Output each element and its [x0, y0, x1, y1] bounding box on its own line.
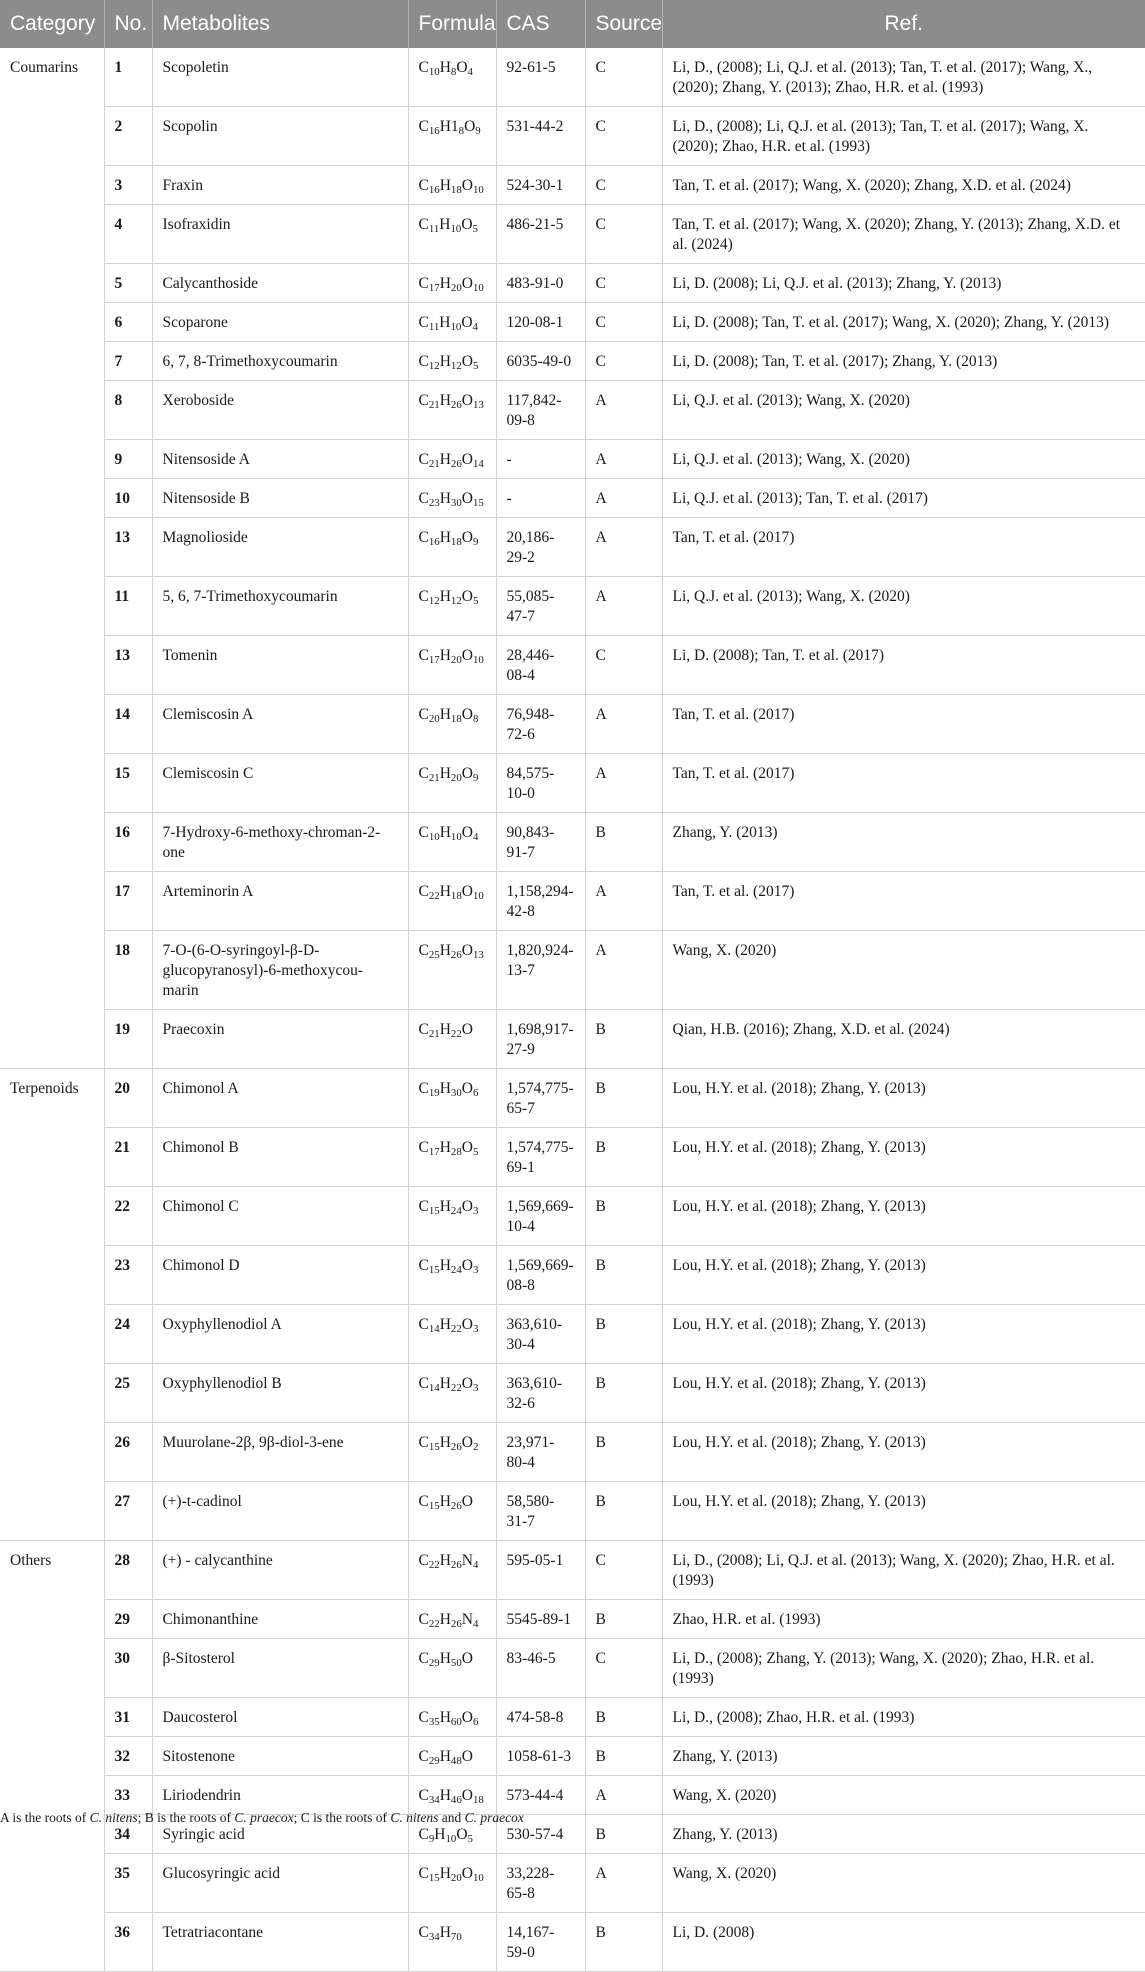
metabolite-name-cell: Arteminorin A — [152, 872, 408, 931]
table-row — [0, 1600, 1145, 1639]
source-cell: A — [585, 381, 662, 440]
reference-cell: Li, D., (2008); Li, Q.J. et al. (2013); Tan, T. et al. (2017); Wang, X. (2020); Zhao, H.R. et al. (1993) — [662, 107, 1145, 166]
category-cell: Coumarins — [0, 48, 104, 107]
source-cell: C — [585, 48, 662, 107]
cas-cell: - — [496, 479, 585, 518]
metabolite-name-cell: 6, 7, 8-Trimethoxycoumarin — [152, 342, 408, 381]
category-cell — [0, 1737, 104, 1776]
number-cell: 7 — [104, 342, 152, 381]
metabolite-name-cell: Clemiscosin C — [152, 754, 408, 813]
table-row — [0, 1854, 1145, 1913]
metabolite-name-cell: Tetratriacontane — [152, 1913, 408, 1972]
category-cell — [0, 577, 104, 636]
category-cell — [0, 1364, 104, 1423]
number-cell: 1 — [104, 48, 152, 107]
reference-cell: Tan, T. et al. (2017); Wang, X. (2020); Zhang, Y. (2013); Zhang, X.D. et al. (2024) — [662, 205, 1145, 264]
formula-cell: $C_{15}H_{24}O_3$ — [408, 1246, 496, 1305]
category-cell — [0, 1010, 104, 1069]
category-cell — [0, 1246, 104, 1305]
category-cell — [0, 381, 104, 440]
source-cell: B — [585, 813, 662, 872]
table-row — [0, 1069, 1145, 1128]
number-cell: 21 — [104, 1128, 152, 1187]
metabolite-name-cell: Praecoxin — [152, 1010, 408, 1069]
cas-cell: 474-58-8 — [496, 1698, 585, 1737]
metabolite-name-cell: Daucosterol — [152, 1698, 408, 1737]
cas-cell: 1,820,924-13-7 — [496, 931, 585, 1010]
cas-cell: 14,167-59-0 — [496, 1913, 585, 1972]
cas-cell: 20,186-29-2 — [496, 518, 585, 577]
source-cell: B — [585, 1010, 662, 1069]
table-row — [0, 931, 1145, 1010]
footnote: A is the roots of C. nitens; B is the roots of C. praecox; C is the roots of C. nitens and C. praecox — [0, 1810, 524, 1825]
formula-cell: $C_{17}H_{28}O_5$ — [408, 1128, 496, 1187]
cas-cell: 531-44-2 — [496, 107, 585, 166]
metabolite-name-cell: Chimonanthine — [152, 1600, 408, 1639]
cas-cell: 58,580-31-7 — [496, 1482, 585, 1541]
table-row — [0, 518, 1145, 577]
category-cell — [0, 1600, 104, 1639]
category-cell — [0, 1913, 104, 1972]
number-cell: 31 — [104, 1698, 152, 1737]
formula-cell: $C_{14}H_{22}O_3$ — [408, 1364, 496, 1423]
formula-cell: $C_{22}H_{18}O_{10}$ — [408, 872, 496, 931]
category-cell — [0, 440, 104, 479]
category-cell — [0, 1698, 104, 1737]
table-row — [0, 205, 1145, 264]
category-cell — [0, 1776, 104, 1815]
category-cell — [0, 1128, 104, 1187]
number-cell: 10 — [104, 479, 152, 518]
source-cell: A — [585, 479, 662, 518]
source-cell: B — [585, 1305, 662, 1364]
reference-cell: Li, D., (2008); Li, Q.J. et al. (2013); Wang, X. (2020); Zhao, H.R. et al. (1993) — [662, 1541, 1145, 1600]
table-row — [0, 1128, 1145, 1187]
formula-cell: $C_{22}H_{26}N_4$ — [408, 1541, 496, 1600]
formula-cell: $C_{29}H_{48}O$ — [408, 1737, 496, 1776]
reference-cell: Li, Q.J. et al. (2013); Tan, T. et al. (2017) — [662, 479, 1145, 518]
reference-cell: Zhang, Y. (2013) — [662, 813, 1145, 872]
number-cell: 11 — [104, 577, 152, 636]
category-cell — [0, 205, 104, 264]
cas-cell: 363,610-32-6 — [496, 1364, 585, 1423]
cas-cell: 92-61-5 — [496, 48, 585, 107]
cas-cell: 530-57-4 — [496, 1815, 585, 1854]
category-cell: Others — [0, 1541, 104, 1600]
reference-cell: Li, D. (2008); Tan, T. et al. (2017) — [662, 636, 1145, 695]
number-cell: 16 — [104, 813, 152, 872]
formula-cell: $C_{34}H_{46}O_{18}$ — [408, 1776, 496, 1815]
category-cell — [0, 1639, 104, 1698]
category-cell — [0, 695, 104, 754]
metabolite-name-cell: Oxyphyllenodiol A — [152, 1305, 408, 1364]
category-cell — [0, 1482, 104, 1541]
formula-cell: $C_{21}H_{26}O_{13}$ — [408, 381, 496, 440]
category-cell — [0, 813, 104, 872]
number-cell: 5 — [104, 264, 152, 303]
number-cell: 8 — [104, 381, 152, 440]
source-cell: C — [585, 264, 662, 303]
table-row — [0, 1776, 1145, 1815]
number-cell: 17 — [104, 872, 152, 931]
cas-cell: 90,843-91-7 — [496, 813, 585, 872]
table-row — [0, 166, 1145, 205]
formula-cell: $C_{10}H_8O_4$ — [408, 48, 496, 107]
cas-cell: 595-05-1 — [496, 1541, 585, 1600]
table-row — [0, 303, 1145, 342]
number-cell: 34 — [104, 1815, 152, 1854]
number-cell: 22 — [104, 1187, 152, 1246]
number-cell: 19 — [104, 1010, 152, 1069]
reference-cell: Lou, H.Y. et al. (2018); Zhang, Y. (2013) — [662, 1482, 1145, 1541]
number-cell: 28 — [104, 1541, 152, 1600]
metabolite-name-cell: Fraxin — [152, 166, 408, 205]
formula-cell: $C_{11}H_{10}O_4$ — [408, 303, 496, 342]
category-cell — [0, 264, 104, 303]
cas-cell: 84,575-10-0 — [496, 754, 585, 813]
number-cell: 27 — [104, 1482, 152, 1541]
header-metabolites: Metabolites — [152, 0, 408, 48]
cas-cell: 1,569,669-10-4 — [496, 1187, 585, 1246]
formula-cell: $C_{16}H_{18}O_9$ — [408, 518, 496, 577]
reference-cell: Lou, H.Y. et al. (2018); Zhang, Y. (2013) — [662, 1246, 1145, 1305]
formula-cell: $C_{22}H_{26}N_4$ — [408, 1600, 496, 1639]
metabolite-name-cell: Chimonol A — [152, 1069, 408, 1128]
reference-cell: Li, D. (2008); Tan, T. et al. (2017); Wang, X. (2020); Zhang, Y. (2013) — [662, 303, 1145, 342]
reference-cell: Li, Q.J. et al. (2013); Wang, X. (2020) — [662, 440, 1145, 479]
formula-cell: $C_{25}H_{26}O_{13}$ — [408, 931, 496, 1010]
table-row — [0, 1246, 1145, 1305]
table-row — [0, 381, 1145, 440]
source-cell: C — [585, 166, 662, 205]
source-cell: C — [585, 1639, 662, 1698]
formula-cell: $C_9H_{10}O_5$ — [408, 1815, 496, 1854]
source-cell: B — [585, 1698, 662, 1737]
cas-cell: 1,574,775-65-7 — [496, 1069, 585, 1128]
cas-cell: 120-08-1 — [496, 303, 585, 342]
source-cell: B — [585, 1069, 662, 1128]
cas-cell: 1,574,775-69-1 — [496, 1128, 585, 1187]
reference-cell: Li, D., (2008); Zhao, H.R. et al. (1993) — [662, 1698, 1145, 1737]
cas-cell: 55,085-47-7 — [496, 577, 585, 636]
reference-cell: Lou, H.Y. et al. (2018); Zhang, Y. (2013) — [662, 1423, 1145, 1482]
table-row — [0, 479, 1145, 518]
number-cell: 3 — [104, 166, 152, 205]
category-cell: Terpenoids — [0, 1069, 104, 1128]
formula-cell: $C_{29}H_{50}O$ — [408, 1639, 496, 1698]
source-cell: A — [585, 577, 662, 636]
category-cell — [0, 479, 104, 518]
number-cell: 32 — [104, 1737, 152, 1776]
category-cell — [0, 931, 104, 1010]
metabolite-name-cell: Scopolin — [152, 107, 408, 166]
formula-cell: $C_{15}H_{24}O_3$ — [408, 1187, 496, 1246]
table-row — [0, 342, 1145, 381]
table-row — [0, 1737, 1145, 1776]
source-cell: A — [585, 518, 662, 577]
metabolite-name-cell: Scoparone — [152, 303, 408, 342]
table-row — [0, 813, 1145, 872]
source-cell: B — [585, 1482, 662, 1541]
metabolite-name-cell: (+)-t-cadinol — [152, 1482, 408, 1541]
source-cell: A — [585, 695, 662, 754]
formula-cell: $C_{12}H_{12}O_5$ — [408, 342, 496, 381]
source-cell: B — [585, 1815, 662, 1854]
reference-cell: Zhang, Y. (2013) — [662, 1815, 1145, 1854]
table-row — [0, 1541, 1145, 1600]
number-cell: 29 — [104, 1600, 152, 1639]
category-cell — [0, 107, 104, 166]
source-cell: B — [585, 1128, 662, 1187]
reference-cell: Tan, T. et al. (2017) — [662, 518, 1145, 577]
cas-cell: 83-46-5 — [496, 1639, 585, 1698]
formula-cell: $C_{17}H_{20}O_{10}$ — [408, 264, 496, 303]
cas-cell: 23,971-80-4 — [496, 1423, 585, 1482]
source-cell: B — [585, 1246, 662, 1305]
cas-cell: 1,698,917-27-9 — [496, 1010, 585, 1069]
reference-cell: Li, D. (2008) — [662, 1913, 1145, 1972]
header-no: No. — [104, 0, 152, 48]
category-cell — [0, 342, 104, 381]
metabolite-name-cell: 5, 6, 7-Trimethoxycoumarin — [152, 577, 408, 636]
metabolite-name-cell: Muurolane-2β, 9β-diol-3-ene — [152, 1423, 408, 1482]
number-cell: 13 — [104, 518, 152, 577]
formula-cell: $C_{35}H_{60}O_6$ — [408, 1698, 496, 1737]
header-formula: Formula — [408, 0, 496, 48]
source-cell: A — [585, 931, 662, 1010]
cas-cell: 573-44-4 — [496, 1776, 585, 1815]
source-cell: C — [585, 107, 662, 166]
metabolite-name-cell: Scopoletin — [152, 48, 408, 107]
metabolite-name-cell: 7-O-(6-O-syringoyl-β-D-glucopyranosyl)-6-methoxycou-marin — [152, 931, 408, 1010]
source-cell: C — [585, 303, 662, 342]
table-row — [0, 264, 1145, 303]
metabolite-name-cell: Nitensoside A — [152, 440, 408, 479]
metabolite-name-cell: 7-Hydroxy-6-methoxy-chroman-2-one — [152, 813, 408, 872]
reference-cell: Tan, T. et al. (2017) — [662, 695, 1145, 754]
number-cell: 35 — [104, 1854, 152, 1913]
metabolite-name-cell: Oxyphyllenodiol B — [152, 1364, 408, 1423]
table-row — [0, 754, 1145, 813]
category-cell — [0, 303, 104, 342]
cas-cell: 1058-61-3 — [496, 1737, 585, 1776]
header-category: Category — [0, 0, 104, 48]
table-row — [0, 1187, 1145, 1246]
metabolite-name-cell: Liriodendrin — [152, 1776, 408, 1815]
table-row — [0, 1305, 1145, 1364]
header-row — [0, 0, 1145, 48]
reference-cell: Wang, X. (2020) — [662, 1854, 1145, 1913]
table-row — [0, 1010, 1145, 1069]
formula-cell: $C_{14}H_{22}O_3$ — [408, 1305, 496, 1364]
table-row — [0, 577, 1145, 636]
source-cell: A — [585, 1776, 662, 1815]
formula-cell: $C_{17}H_{20}O_{10}$ — [408, 636, 496, 695]
number-cell: 36 — [104, 1913, 152, 1972]
number-cell: 24 — [104, 1305, 152, 1364]
formula-cell: $C_{16}H1_8O_9$ — [408, 107, 496, 166]
reference-cell: Tan, T. et al. (2017) — [662, 872, 1145, 931]
formula-cell: $C_{19}H_{30}O_6$ — [408, 1069, 496, 1128]
metabolite-name-cell: Chimonol B — [152, 1128, 408, 1187]
source-cell: A — [585, 872, 662, 931]
category-cell — [0, 518, 104, 577]
number-cell: 15 — [104, 754, 152, 813]
formula-cell: $C_{15}H_{26}O_2$ — [408, 1423, 496, 1482]
reference-cell: Wang, X. (2020) — [662, 1776, 1145, 1815]
reference-cell: Lou, H.Y. et al. (2018); Zhang, Y. (2013) — [662, 1364, 1145, 1423]
metabolite-name-cell: Sitostenone — [152, 1737, 408, 1776]
metabolite-name-cell: (+) - calycanthine — [152, 1541, 408, 1600]
metabolite-name-cell: Tomenin — [152, 636, 408, 695]
cas-cell: 524-30-1 — [496, 166, 585, 205]
metabolite-name-cell: Chimonol D — [152, 1246, 408, 1305]
category-cell — [0, 754, 104, 813]
formula-cell: $C_{16}H_{18}O_{10}$ — [408, 166, 496, 205]
metabolite-name-cell: Clemiscosin A — [152, 695, 408, 754]
formula-cell: $C_{23}H_{30}O_{15}$ — [408, 479, 496, 518]
formula-cell: $C_{21}H_{26}O_{14}$ — [408, 440, 496, 479]
number-cell: 33 — [104, 1776, 152, 1815]
cas-cell: 28,446-08-4 — [496, 636, 585, 695]
metabolite-name-cell: Nitensoside B — [152, 479, 408, 518]
source-cell: B — [585, 1423, 662, 1482]
category-cell — [0, 636, 104, 695]
source-cell: A — [585, 440, 662, 479]
cas-cell: - — [496, 440, 585, 479]
category-cell — [0, 1854, 104, 1913]
table-row — [0, 872, 1145, 931]
formula-cell: $C_{34}H_{70}$ — [408, 1913, 496, 1972]
table-row — [0, 48, 1145, 107]
reference-cell: Lou, H.Y. et al. (2018); Zhang, Y. (2013) — [662, 1187, 1145, 1246]
header-ref: Ref. — [662, 0, 1145, 48]
reference-cell: Lou, H.Y. et al. (2018); Zhang, Y. (2013) — [662, 1128, 1145, 1187]
number-cell: 23 — [104, 1246, 152, 1305]
category-cell — [0, 1187, 104, 1246]
number-cell: 18 — [104, 931, 152, 1010]
table-row — [0, 1639, 1145, 1698]
category-cell — [0, 1305, 104, 1364]
formula-cell: $C_{15}H_{26}O$ — [408, 1482, 496, 1541]
reference-cell: Li, D. (2008); Tan, T. et al. (2017); Zhang, Y. (2013) — [662, 342, 1145, 381]
cas-cell: 33,228-65-8 — [496, 1854, 585, 1913]
cas-cell: 117,842-09-8 — [496, 381, 585, 440]
formula-cell: $C_{21}H_{20}O_9$ — [408, 754, 496, 813]
source-cell: B — [585, 1737, 662, 1776]
reference-cell: Lou, H.Y. et al. (2018); Zhang, Y. (2013) — [662, 1305, 1145, 1364]
category-cell — [0, 1423, 104, 1482]
table-body — [0, 48, 1145, 1972]
header-source: Source — [585, 0, 662, 48]
number-cell: 14 — [104, 695, 152, 754]
number-cell: 2 — [104, 107, 152, 166]
cas-cell: 483-91-0 — [496, 264, 585, 303]
table-row — [0, 1913, 1145, 1972]
cas-cell: 363,610-30-4 — [496, 1305, 585, 1364]
metabolite-name-cell: Magnolioside — [152, 518, 408, 577]
category-cell — [0, 166, 104, 205]
source-cell: B — [585, 1364, 662, 1423]
metabolite-name-cell: β-Sitosterol — [152, 1639, 408, 1698]
formula-cell: $C_{21}H_{22}O$ — [408, 1010, 496, 1069]
reference-cell: Lou, H.Y. et al. (2018); Zhang, Y. (2013) — [662, 1069, 1145, 1128]
cas-cell: 1,158,294-42-8 — [496, 872, 585, 931]
source-cell: B — [585, 1187, 662, 1246]
cas-cell: 5545-89-1 — [496, 1600, 585, 1639]
source-cell: A — [585, 1854, 662, 1913]
metabolite-name-cell: Chimonol C — [152, 1187, 408, 1246]
table-row — [0, 1698, 1145, 1737]
metabolite-name-cell: Syringic acid — [152, 1815, 408, 1854]
number-cell: 13 — [104, 636, 152, 695]
number-cell: 20 — [104, 1069, 152, 1128]
header-cas: CAS — [496, 0, 585, 48]
category-cell — [0, 872, 104, 931]
table-row — [0, 1364, 1145, 1423]
number-cell: 25 — [104, 1364, 152, 1423]
reference-cell: Li, D., (2008); Zhang, Y. (2013); Wang, X. (2020); Zhao, H.R. et al. (1993) — [662, 1639, 1145, 1698]
number-cell: 4 — [104, 205, 152, 264]
formula-cell: $C_{11}H_{10}O_5$ — [408, 205, 496, 264]
table-row — [0, 636, 1145, 695]
reference-cell: Tan, T. et al. (2017); Wang, X. (2020); Zhang, X.D. et al. (2024) — [662, 166, 1145, 205]
source-cell: C — [585, 205, 662, 264]
source-cell: B — [585, 1600, 662, 1639]
source-cell: A — [585, 754, 662, 813]
number-cell: 30 — [104, 1639, 152, 1698]
cas-cell: 486-21-5 — [496, 205, 585, 264]
reference-cell: Wang, X. (2020) — [662, 931, 1145, 1010]
table-row — [0, 1482, 1145, 1541]
table-row — [0, 695, 1145, 754]
metabolite-name-cell: Calycanthoside — [152, 264, 408, 303]
number-cell: 6 — [104, 303, 152, 342]
formula-cell: $C_{10}H_{10}O_4$ — [408, 813, 496, 872]
reference-cell: Zhao, H.R. et al. (1993) — [662, 1600, 1145, 1639]
table-row — [0, 107, 1145, 166]
source-cell: B — [585, 1913, 662, 1972]
formula-cell: $C_{15}H_{20}O_{10}$ — [408, 1854, 496, 1913]
number-cell: 9 — [104, 440, 152, 479]
table-row — [0, 1423, 1145, 1482]
metabolite-name-cell: Isofraxidin — [152, 205, 408, 264]
reference-cell: Qian, H.B. (2016); Zhang, X.D. et al. (2024) — [662, 1010, 1145, 1069]
reference-cell: Li, Q.J. et al. (2013); Wang, X. (2020) — [662, 577, 1145, 636]
reference-cell: Li, Q.J. et al. (2013); Wang, X. (2020) — [662, 381, 1145, 440]
number-cell: 26 — [104, 1423, 152, 1482]
source-cell: C — [585, 1541, 662, 1600]
cas-cell: 76,948-72-6 — [496, 695, 585, 754]
metabolite-name-cell: Xeroboside — [152, 381, 408, 440]
source-cell: C — [585, 636, 662, 695]
formula-cell: $C_{20}H_{18}O_8$ — [408, 695, 496, 754]
reference-cell: Li, D., (2008); Li, Q.J. et al. (2013); Tan, T. et al. (2017); Wang, X., (2020); Zhang, Y. (2013); Zhao, H.R. et al. (1993) — [662, 48, 1145, 107]
cas-cell: 6035-49-0 — [496, 342, 585, 381]
table-row — [0, 440, 1145, 479]
source-cell: C — [585, 342, 662, 381]
formula-cell: $C_{12}H_{12}O_5$ — [408, 577, 496, 636]
cas-cell: 1,569,669-08-8 — [496, 1246, 585, 1305]
reference-cell: Zhang, Y. (2013) — [662, 1737, 1145, 1776]
reference-cell: Tan, T. et al. (2017) — [662, 754, 1145, 813]
reference-cell: Li, D. (2008); Li, Q.J. et al. (2013); Zhang, Y. (2013) — [662, 264, 1145, 303]
metabolite-name-cell: Glucosyringic acid — [152, 1854, 408, 1913]
